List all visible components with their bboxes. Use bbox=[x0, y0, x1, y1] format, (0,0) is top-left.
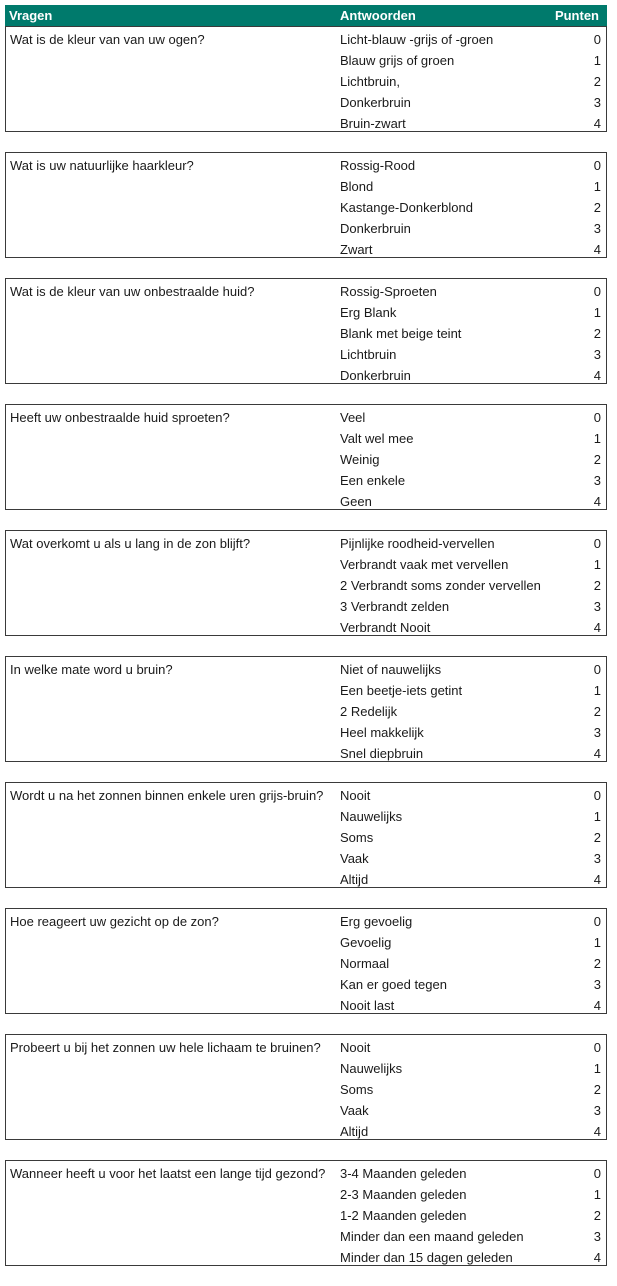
answer-text: Rossig-Sproeten bbox=[340, 284, 437, 299]
answer-row bbox=[6, 1077, 606, 1098]
answer-points: 3 bbox=[593, 725, 601, 740]
answer-points: 4 bbox=[593, 368, 601, 383]
answer-row bbox=[6, 426, 606, 447]
answer-row bbox=[6, 930, 606, 951]
answer-points: 0 bbox=[593, 662, 601, 677]
answer-points: 3 bbox=[593, 473, 601, 488]
question-text: Probeert u bij het zonnen uw hele lichaam te bruinen? bbox=[10, 1040, 321, 1055]
answer-text: Donkerbruin bbox=[340, 368, 411, 383]
answer-text: Donkerbruin bbox=[340, 221, 411, 236]
answer-text: Gevoelig bbox=[340, 935, 392, 950]
answer-text: Niet of nauwelijks bbox=[340, 662, 442, 677]
answer-points: 4 bbox=[593, 746, 601, 761]
answer-text: 1-2 Maanden geleden bbox=[340, 1208, 467, 1223]
answer-row bbox=[6, 447, 606, 468]
answer-row bbox=[6, 951, 606, 972]
answer-text: Blond bbox=[340, 179, 374, 194]
answer-points: 3 bbox=[593, 599, 601, 614]
answer-text: Lichtbruin, bbox=[340, 74, 400, 89]
question-block bbox=[5, 1034, 607, 1140]
answer-points: 3 bbox=[593, 347, 601, 362]
answer-row bbox=[6, 153, 606, 174]
answer-list bbox=[6, 279, 606, 384]
answer-points: 4 bbox=[593, 620, 601, 635]
answer-points: 2 bbox=[593, 956, 601, 971]
answer-text: Soms bbox=[340, 1082, 374, 1097]
answer-points: 0 bbox=[593, 914, 601, 929]
answer-points: 3 bbox=[593, 1229, 601, 1244]
answer-points: 1 bbox=[593, 557, 601, 572]
answer-row bbox=[6, 489, 606, 510]
questionnaire-sheet bbox=[5, 5, 607, 1286]
answer-points: 0 bbox=[593, 158, 601, 173]
answer-points: 1 bbox=[593, 683, 601, 698]
question-block bbox=[5, 278, 607, 384]
answer-text: Altijd bbox=[340, 1124, 369, 1139]
question-block bbox=[5, 782, 607, 888]
answer-row bbox=[6, 531, 606, 552]
answer-text: Licht-blauw -grijs of -groen bbox=[340, 32, 494, 47]
header-answers: Antwoorden bbox=[340, 8, 416, 23]
question-text: Wordt u na het zonnen binnen enkele uren grijs-bruin? bbox=[10, 788, 324, 803]
answer-row bbox=[6, 363, 606, 384]
answer-points: 3 bbox=[593, 851, 601, 866]
answer-text: Donkerbruin bbox=[340, 95, 411, 110]
answer-text: 2-3 Maanden geleden bbox=[340, 1187, 467, 1202]
answer-points: 2 bbox=[593, 1082, 601, 1097]
answer-row bbox=[6, 195, 606, 216]
answer-row bbox=[6, 552, 606, 573]
answer-text: 2 Verbrandt soms zonder vervellen bbox=[340, 578, 541, 593]
answer-text: Lichtbruin bbox=[340, 347, 397, 362]
answer-row bbox=[6, 1161, 606, 1182]
answer-row bbox=[6, 174, 606, 195]
answer-points: 0 bbox=[593, 410, 601, 425]
answer-text: Blauw grijs of groen bbox=[340, 53, 455, 68]
answer-text: Geen bbox=[340, 494, 372, 509]
answer-row bbox=[6, 27, 606, 48]
answer-points: 2 bbox=[593, 1208, 601, 1223]
answer-list bbox=[6, 531, 606, 636]
question-block bbox=[5, 530, 607, 636]
answer-text: Soms bbox=[340, 830, 374, 845]
answer-text: Valt wel mee bbox=[340, 431, 414, 446]
answer-row bbox=[6, 69, 606, 90]
question-text: In welke mate word u bruin? bbox=[10, 662, 173, 677]
answer-text: Heel makkelijk bbox=[340, 725, 424, 740]
answer-points: 3 bbox=[593, 221, 601, 236]
answer-row bbox=[6, 279, 606, 300]
answer-points: 2 bbox=[593, 200, 601, 215]
answer-list bbox=[6, 1035, 606, 1140]
answer-points: 1 bbox=[593, 179, 601, 194]
answer-text: Vaak bbox=[340, 1103, 369, 1118]
answer-text: Zwart bbox=[340, 242, 373, 257]
answer-points: 1 bbox=[593, 809, 601, 824]
answer-row bbox=[6, 111, 606, 132]
answer-row bbox=[6, 342, 606, 363]
answer-row bbox=[6, 48, 606, 69]
question-block bbox=[5, 26, 607, 132]
question-block bbox=[5, 908, 607, 1014]
answer-points: 3 bbox=[593, 977, 601, 992]
answer-row bbox=[6, 867, 606, 888]
answer-text: Minder dan een maand geleden bbox=[340, 1229, 524, 1244]
answer-points: 0 bbox=[593, 788, 601, 803]
answer-row bbox=[6, 804, 606, 825]
answer-row bbox=[6, 993, 606, 1014]
answer-points: 1 bbox=[593, 53, 601, 68]
answer-text: Verbrandt vaak met vervellen bbox=[340, 557, 509, 572]
answer-row bbox=[6, 972, 606, 993]
answer-text: Een enkele bbox=[340, 473, 406, 488]
answer-row bbox=[6, 573, 606, 594]
answer-row bbox=[6, 1224, 606, 1245]
answer-row bbox=[6, 300, 606, 321]
answer-list bbox=[6, 657, 606, 762]
answer-row bbox=[6, 405, 606, 426]
answer-row bbox=[6, 1203, 606, 1224]
answer-text: Snel diepbruin bbox=[340, 746, 424, 761]
question-text: Wat is de kleur van uw onbestraalde huid? bbox=[10, 284, 255, 299]
answer-row bbox=[6, 615, 606, 636]
answer-list bbox=[6, 27, 606, 132]
answer-text: Nauwelijks bbox=[340, 809, 403, 824]
answer-row bbox=[6, 1035, 606, 1056]
answer-row bbox=[6, 846, 606, 867]
answer-points: 3 bbox=[593, 1103, 601, 1118]
answer-points: 2 bbox=[593, 578, 601, 593]
answer-text: Verbrandt Nooit bbox=[340, 620, 431, 635]
answer-points: 4 bbox=[593, 1124, 601, 1139]
answer-points: 4 bbox=[593, 494, 601, 509]
answer-row bbox=[6, 909, 606, 930]
answer-row bbox=[6, 657, 606, 678]
answer-points: 1 bbox=[593, 1187, 601, 1202]
answer-text: Kastange-Donkerblond bbox=[340, 200, 473, 215]
answer-row bbox=[6, 237, 606, 258]
answer-row bbox=[6, 1182, 606, 1203]
answer-row bbox=[6, 90, 606, 111]
answer-points: 1 bbox=[593, 431, 601, 446]
question-block bbox=[5, 404, 607, 510]
answer-list bbox=[6, 909, 606, 1014]
answer-row bbox=[6, 216, 606, 237]
question-text: Wat is de kleur van van uw ogen? bbox=[10, 32, 205, 47]
answer-points: 4 bbox=[593, 998, 601, 1013]
answer-text: Veel bbox=[340, 410, 366, 425]
answer-list bbox=[6, 153, 606, 258]
answer-text: Blank met beige teint bbox=[340, 326, 462, 341]
answer-row bbox=[6, 825, 606, 846]
answer-text: Kan er goed tegen bbox=[340, 977, 447, 992]
answer-points: 0 bbox=[593, 284, 601, 299]
answer-row bbox=[6, 783, 606, 804]
answer-text: Erg gevoelig bbox=[340, 914, 413, 929]
question-text: Wanneer heeft u voor het laatst een lange tijd gezond? bbox=[10, 1166, 326, 1181]
answer-row bbox=[6, 1056, 606, 1077]
answer-points: 3 bbox=[593, 95, 601, 110]
answer-text: Vaak bbox=[340, 851, 369, 866]
answer-points: 4 bbox=[593, 872, 601, 887]
question-text: Wat overkomt u als u lang in de zon blijft? bbox=[10, 536, 251, 551]
answer-points: 0 bbox=[593, 1166, 601, 1181]
answer-text: 3-4 Maanden geleden bbox=[340, 1166, 467, 1181]
answer-points: 1 bbox=[593, 305, 601, 320]
answer-points: 4 bbox=[593, 116, 601, 131]
answer-points: 1 bbox=[593, 1061, 601, 1076]
answer-points: 2 bbox=[593, 704, 601, 719]
answer-points: 1 bbox=[593, 935, 601, 950]
answer-points: 2 bbox=[593, 326, 601, 341]
question-block bbox=[5, 656, 607, 762]
header-points: Punten bbox=[554, 8, 599, 23]
answer-text: 3 Verbrandt zelden bbox=[340, 599, 450, 614]
answer-row bbox=[6, 678, 606, 699]
question-text: Wat is uw natuurlijke haarkleur? bbox=[10, 158, 194, 173]
answer-row bbox=[6, 741, 606, 762]
answer-list bbox=[6, 1161, 606, 1266]
question-list bbox=[5, 26, 607, 1266]
answer-text: Pijnlijke roodheid-vervellen bbox=[340, 536, 495, 551]
question-block bbox=[5, 1160, 607, 1266]
answer-text: Bruin-zwart bbox=[340, 116, 406, 131]
answer-points: 4 bbox=[593, 1250, 601, 1265]
answer-list bbox=[6, 405, 606, 510]
answer-row bbox=[6, 321, 606, 342]
question-block bbox=[5, 152, 607, 258]
answer-row bbox=[6, 1119, 606, 1140]
answer-text: Nooit last bbox=[340, 998, 395, 1013]
answer-text: 2 Redelijk bbox=[340, 704, 398, 719]
answer-text: Minder dan 15 dagen geleden bbox=[340, 1250, 513, 1265]
answer-row bbox=[6, 720, 606, 741]
answer-row bbox=[6, 699, 606, 720]
answer-list bbox=[6, 783, 606, 888]
answer-row bbox=[6, 1245, 606, 1266]
question-text: Hoe reageert uw gezicht op de zon? bbox=[10, 914, 219, 929]
answer-text: Een beetje-iets getint bbox=[340, 683, 463, 698]
answer-text: Altijd bbox=[340, 872, 369, 887]
question-text: Heeft uw onbestraalde huid sproeten? bbox=[10, 410, 230, 425]
answer-text: Nooit bbox=[340, 1040, 371, 1055]
answer-points: 0 bbox=[593, 32, 601, 47]
answer-points: 2 bbox=[593, 452, 601, 467]
answer-points: 0 bbox=[593, 536, 601, 551]
answer-row bbox=[6, 1098, 606, 1119]
answer-text: Rossig-Rood bbox=[340, 158, 416, 173]
table-header bbox=[5, 5, 607, 26]
answer-text: Erg Blank bbox=[340, 305, 397, 320]
answer-text: Nooit bbox=[340, 788, 371, 803]
answer-text: Weinig bbox=[340, 452, 380, 467]
answer-points: 0 bbox=[593, 1040, 601, 1055]
answer-points: 4 bbox=[593, 242, 601, 257]
answer-points: 2 bbox=[593, 74, 601, 89]
answer-row bbox=[6, 468, 606, 489]
answer-text: Nauwelijks bbox=[340, 1061, 403, 1076]
answer-text: Normaal bbox=[340, 956, 390, 971]
answer-row bbox=[6, 594, 606, 615]
header-questions: Vragen bbox=[9, 8, 53, 23]
answer-points: 2 bbox=[593, 830, 601, 845]
